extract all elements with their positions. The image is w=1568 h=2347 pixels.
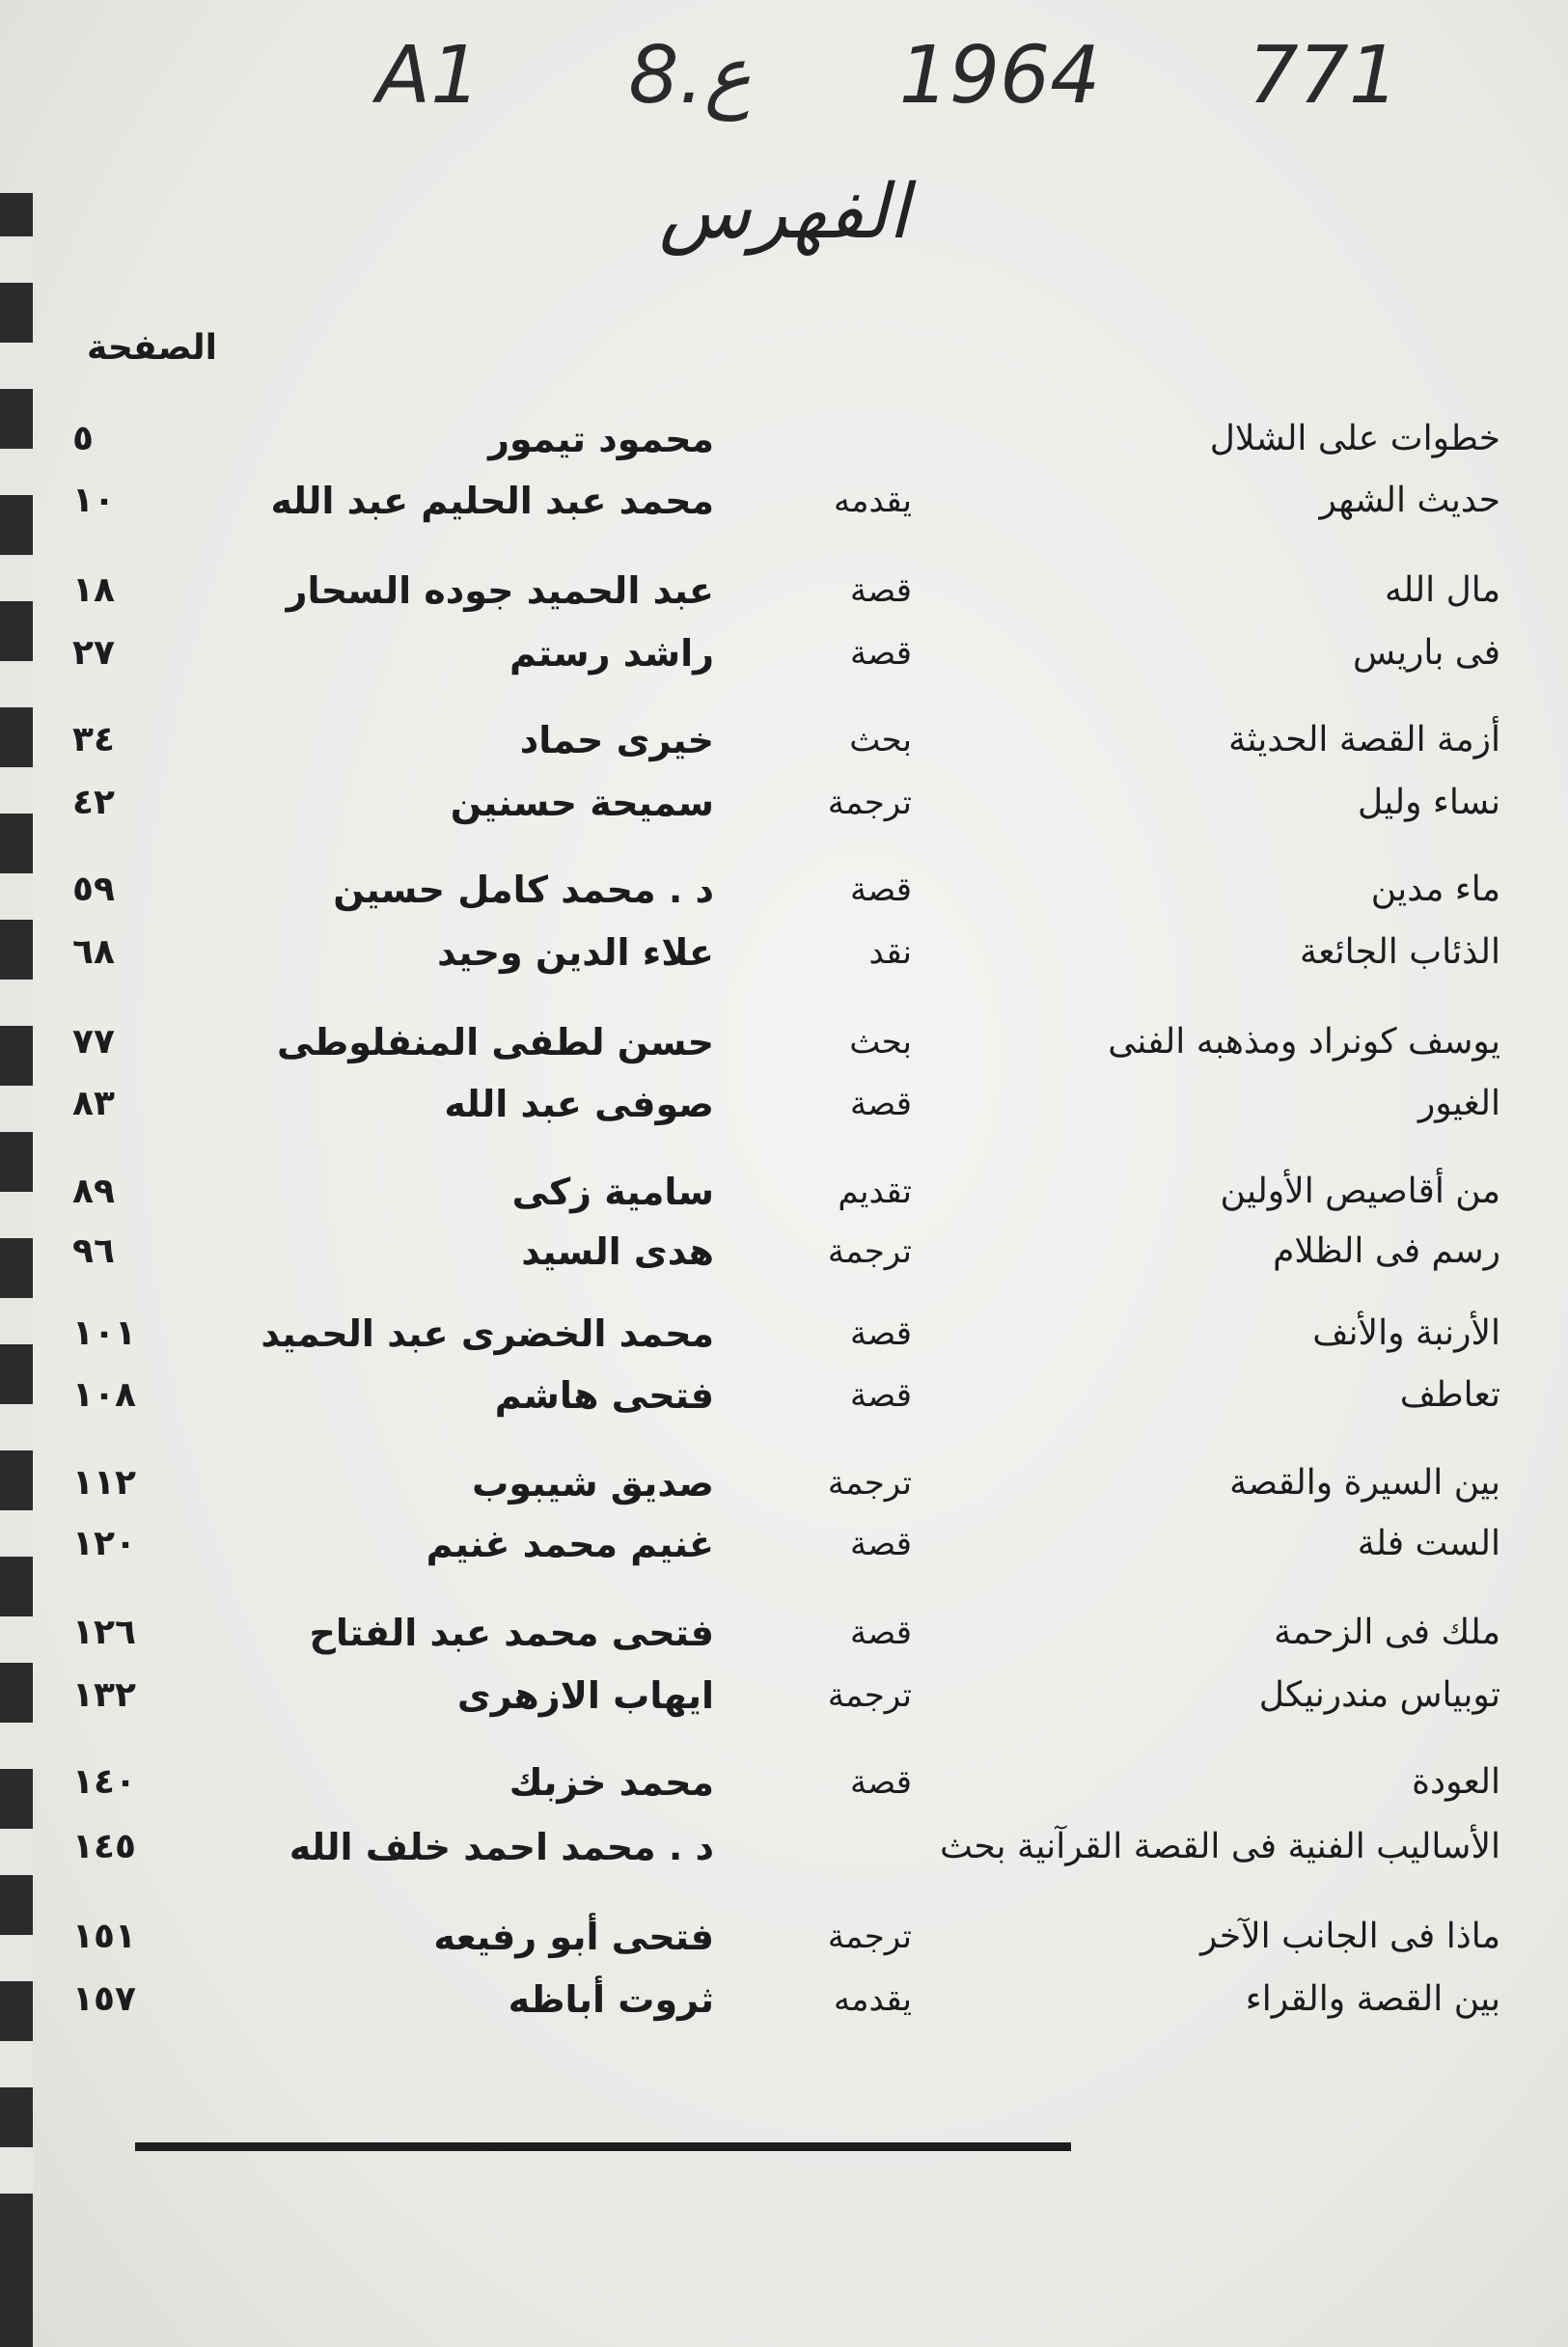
entry-title: يوسف كونراد ومذهبه الفنى [1108,1022,1500,1062]
entry-page: ٨٩ [72,1172,115,1211]
entry-page: ١٠١ [72,1313,136,1353]
entry-title: مال الله [1384,570,1500,610]
note-code: A1 [376,29,481,122]
toc-row [0,1221,1568,1283]
entry-title: نساء وليل [1358,783,1500,822]
toc-row [0,859,1568,921]
entry-type: بحث [849,721,912,759]
entry-type: ترجمة [827,784,912,822]
toc-row [0,922,1568,983]
entry-title: ملك فى الزحمة [1274,1613,1500,1652]
entry-author: محمد الخضرى عبد الحميد [261,1312,714,1355]
entry-type: قصة [850,634,912,673]
entry-author: صوفى عبد الله [444,1083,714,1125]
toc-row [0,470,1568,532]
entry-title: حديث الشهر [1319,481,1500,520]
entry-author: سميحة حسنين [450,782,714,824]
entry-page: ٩٦ [72,1231,115,1271]
page-title: الفهرس [658,169,910,256]
toc-row [0,1365,1568,1426]
entry-type: ترجمة [827,1232,912,1271]
toc-row [0,1906,1568,1968]
entry-page: ١٥٧ [72,1979,136,2019]
entry-author: عبد الحميد جوده السحار [286,569,714,612]
entry-type: قصة [850,571,912,610]
toc-row [0,622,1568,684]
toc-row [0,709,1568,771]
entry-title: من أقاصيص الأولين [1220,1172,1500,1211]
note-year: 1964 [898,29,1101,122]
entry-title: أزمة القصة الحديثة [1228,720,1500,759]
entry-page: ١٠٨ [72,1375,136,1415]
toc-row [0,1011,1568,1073]
entry-type: قصة [850,1376,912,1415]
entry-page: ١٨ [72,570,115,610]
entry-title: الأرنبة والأنف [1312,1313,1500,1353]
entry-author: علاء الدين وحيد [437,931,714,974]
entry-title: ماذا فى الجانب الآخر [1199,1917,1500,1956]
entry-page: ٣٤ [72,720,115,759]
entry-author: ايهاب الازهرى [456,1674,714,1717]
entry-title: بين القصة والقراء [1245,1979,1500,2019]
entry-title: توبياس مندرنيكل [1258,1675,1500,1715]
entry-author: ثروت أباظه [508,1978,714,2021]
entry-title: الذئاب الجائعة [1299,932,1500,972]
entry-title: بين السيرة والقصة [1229,1463,1500,1503]
note-number: 771 [1248,29,1399,122]
entry-page: ٥ [72,419,94,458]
entry-page: ١٢٠ [72,1524,136,1563]
entry-type: بحث [849,1023,912,1062]
footer-rule [135,2142,1071,2151]
entry-type: قصة [850,1314,912,1353]
entry-title: العودة [1412,1762,1500,1802]
toc-row [0,1816,1568,1878]
entry-author: محمود تيمور [488,418,714,460]
entry-page: ٦٨ [72,932,115,972]
page-column-header: الصفحة [87,328,218,368]
toc-row [0,560,1568,621]
entry-page: ١٤٥ [72,1827,136,1866]
toc-row [0,1665,1568,1726]
entry-title: تعاطف [1399,1375,1500,1415]
entry-author: محمد خزبك [509,1761,714,1804]
entry-type: يقدمه [834,1980,912,2019]
entry-author: سامية زكى [511,1171,714,1213]
entry-type: ترجمة [827,1676,912,1715]
entry-title: فى باريس [1353,633,1500,673]
entry-type: ترجمة [827,1464,912,1503]
entry-author: هدى السيد [521,1230,714,1273]
entry-title: خطوات على الشلال [1209,419,1500,458]
entry-author: خيرى حماد [519,719,714,761]
entry-type: قصة [850,1525,912,1563]
entry-title: ماء مدين [1370,870,1500,909]
toc-row [0,1752,1568,1813]
entry-page: ٢٧ [72,633,115,673]
entry-author: د . محمد كامل حسين [333,869,714,911]
entry-page: ١٠ [72,481,115,520]
entry-author: فتحى أبو رفيعه [433,1916,714,1958]
toc-row [0,1303,1568,1365]
entry-type: قصة [850,1085,912,1123]
note-shelf: 8.ع [628,29,752,122]
entry-type: يقدمه [834,482,912,520]
entry-author: فتحى هاشم [494,1374,714,1417]
entry-type: قصة [850,870,912,909]
entry-page: ١٢٦ [72,1613,136,1652]
toc-row [0,1513,1568,1575]
toc-row [0,408,1568,470]
entry-type: نقد [868,933,912,972]
entry-title: الغيور [1417,1084,1500,1123]
toc-row [0,772,1568,834]
entry-page: ١١٢ [72,1463,136,1503]
toc-row [0,1602,1568,1664]
entry-page: ٥٩ [72,870,115,909]
toc-row [0,1969,1568,2030]
entry-author: محمد عبد الحليم عبد الله [270,480,714,522]
toc-row [0,1161,1568,1223]
entry-type: قصة [850,1763,912,1802]
entry-page: ٨٣ [72,1084,115,1123]
entry-author: صديق شيبوب [472,1462,714,1505]
entry-author: د . محمد احمد خلف الله [289,1826,714,1868]
entry-author: غنيم محمد غنيم [426,1523,714,1565]
toc-row [0,1452,1568,1514]
entry-title: الست فلة [1357,1524,1500,1563]
entry-type: تقديم [838,1173,912,1211]
entry-page: ١٣٢ [72,1675,136,1715]
entry-type: ترجمة [827,1918,912,1956]
entry-author: حسن لطفى المنفلوطى [277,1021,714,1063]
toc-row [0,1073,1568,1135]
entry-title: الأساليب الفنية فى القصة القرآنية بحث [939,1827,1500,1866]
entry-author: فتحى محمد عبد الفتاح [309,1612,714,1654]
entry-type: قصة [850,1614,912,1652]
entry-author: راشد رستم [509,632,714,675]
entry-page: ٧٧ [72,1022,115,1062]
entry-page: ١٤٠ [72,1762,136,1802]
entry-title: رسم فى الظلام [1273,1231,1500,1271]
entry-page: ٤٢ [72,783,115,822]
entry-page: ١٥١ [72,1917,136,1956]
